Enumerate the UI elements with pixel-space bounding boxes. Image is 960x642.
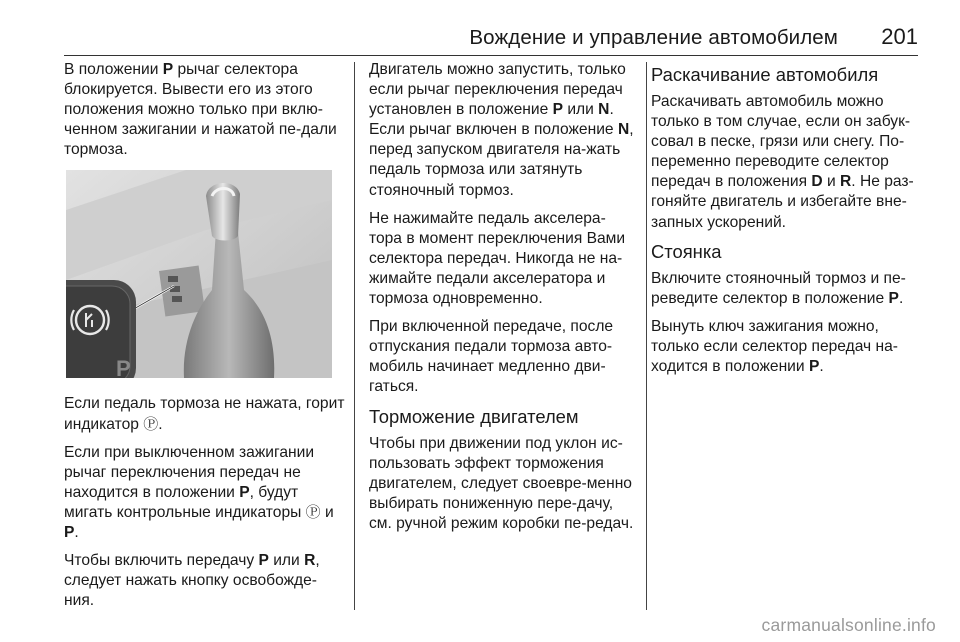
paragraph-selector-lock: В положении P рычаг селектора блокируется. Вывести его из этого положения можно только при вклю-ченном зажигании и нажатой пе-дали тормоза. xyxy=(64,61,337,159)
page-number: 201 xyxy=(881,24,918,49)
paragraph-release-button: Чтобы включить передачу P или R, следует нажать кнопку освобожде-ния. xyxy=(64,552,320,610)
paragraph-accelerator-warning: Не нажимайте педаль акселера-тора в момент переключения Вами селектора передач. Никогда не на-жимайте педали акселератора и тормоза одновременно. xyxy=(369,209,626,308)
paragraph-parking: Включите стояночный тормоз и пе-реведите селектор в положение P. xyxy=(651,269,906,307)
column-2 xyxy=(369,60,635,542)
watermark: carmanualsonline.info xyxy=(761,615,936,635)
heading-engine-braking: Торможение двигателем xyxy=(369,405,579,427)
brake-indicator-icon: Ⓟ xyxy=(143,415,159,433)
column-1 xyxy=(64,60,346,619)
column-divider-1 xyxy=(354,62,355,610)
brake-indicator-icon: Ⓟ xyxy=(305,503,321,521)
column-3 xyxy=(651,60,927,385)
gear-selector-illustration xyxy=(66,170,332,378)
paragraph-engine-braking: Чтобы при движении под уклон ис-пользовать эффект торможения двигателем, следует своевре-менно выбирать пониженную пере-дачу, см. ручной режим коробки пе-редач. xyxy=(369,434,634,532)
paragraph-ignition-key: Вынуть ключ зажигания можно, только если селектор передач на-ходится в положении P. xyxy=(651,317,898,376)
chapter-title: Вождение и управление автомобилем xyxy=(469,26,838,49)
paragraph-rocking: Раскачивать автомобиль можно только в том случае, если он забук-совал в песке, грязи или снегу. По-переменно переводите селектор передач в положения D и R. Не раз-гоняйте двигатель и избегайте вне-запных ускорений. xyxy=(651,93,914,231)
column-divider-2 xyxy=(646,62,647,610)
paragraph-indicators-flash: Если при выключенном зажигании рычаг переключения передач не находится в положении P, будут мигать контрольные индикаторы Ⓟ и P. xyxy=(64,443,334,542)
heading-parking: Стоянка xyxy=(651,240,722,262)
paragraph-creep: При включенной передаче, после отпускания педали тормоза авто-мобиль начинает медленно дви-гаться. xyxy=(369,318,614,396)
paragraph-engine-start: Двигатель можно запустить, только если рычаг переключения передач установлен в положение P или N. Если рычаг включен в положение N, перед запуском двигателя на-жать педаль тормоза или затянуть стояночный тормоз. xyxy=(369,61,634,199)
header-divider xyxy=(64,55,918,56)
heading-rocking: Раскачивание автомобиля xyxy=(651,64,879,85)
page-header xyxy=(0,0,960,58)
paragraph-brake-indicator: Если педаль тормоза не нажата, горит индикатор Ⓟ. xyxy=(64,395,345,433)
selector-letter-p: P xyxy=(116,356,131,379)
